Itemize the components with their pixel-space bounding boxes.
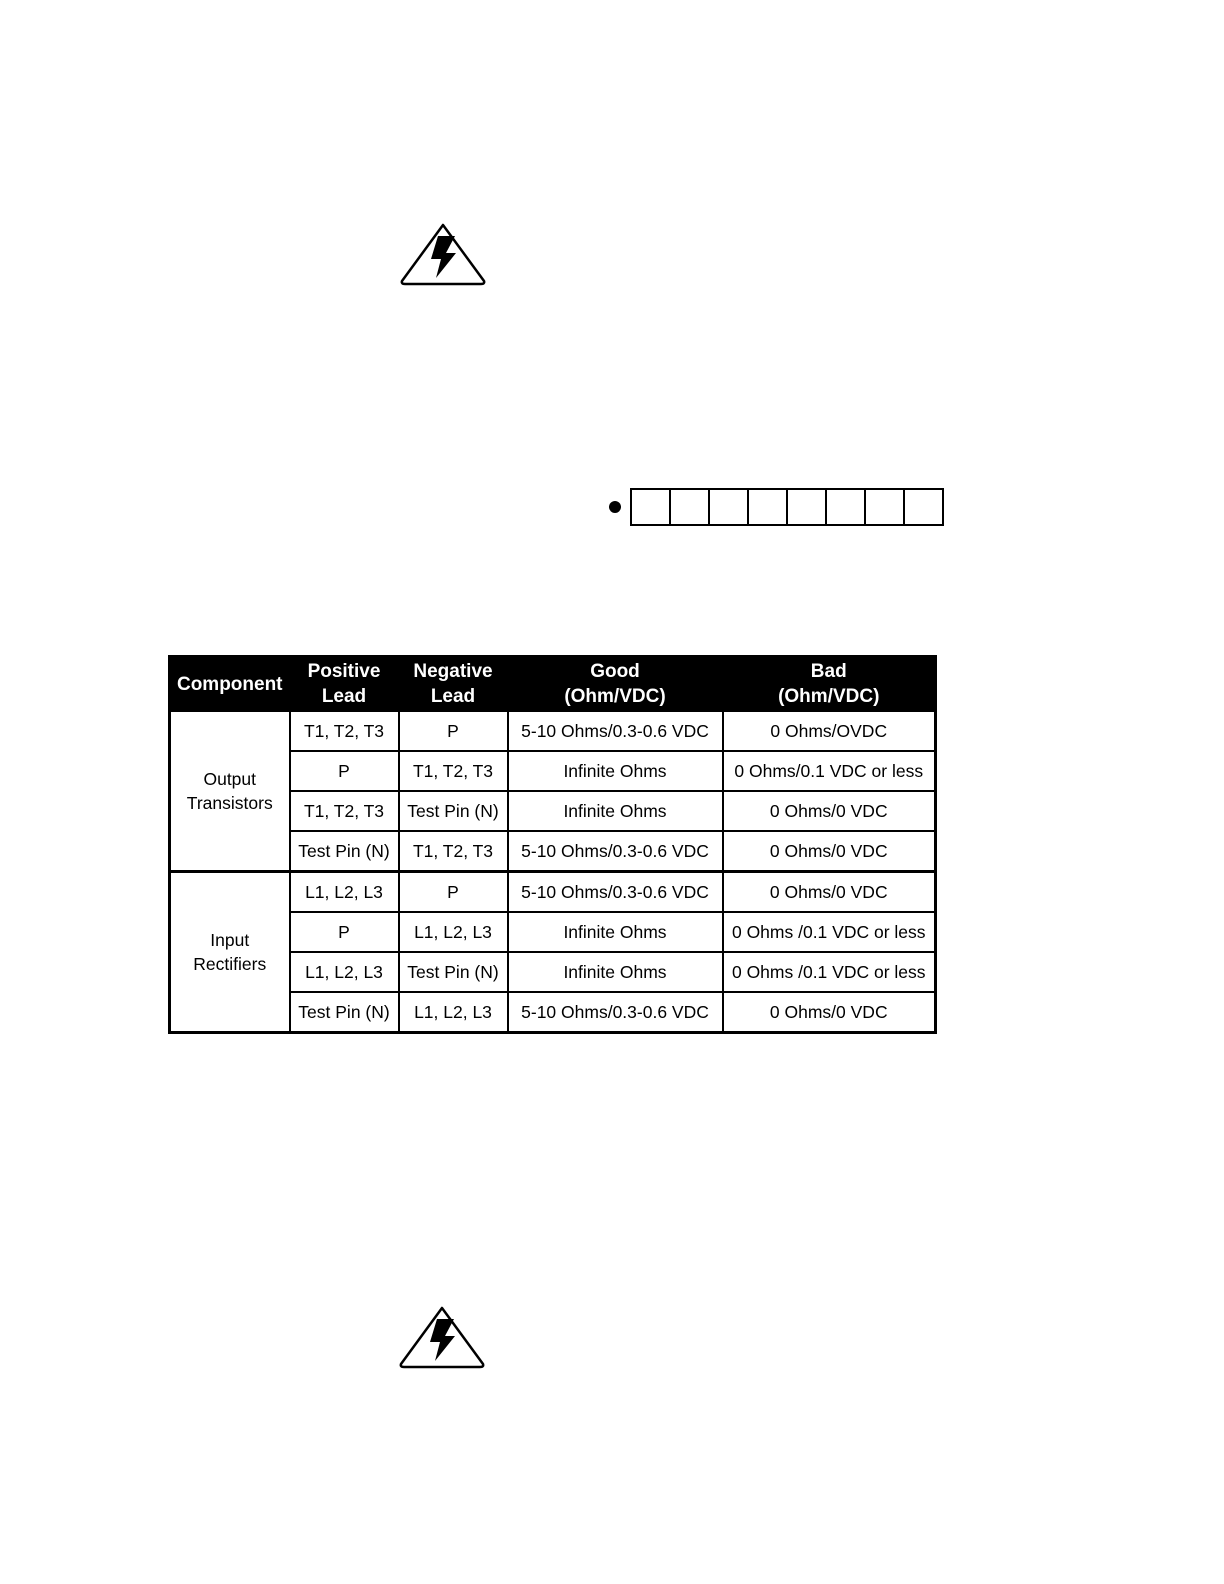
header-good: Good (Ohm/VDC) — [508, 657, 723, 712]
cell-positive: T1, T2, T3 — [290, 791, 399, 831]
cell-good: Infinite Ohms — [508, 912, 723, 952]
display-segment — [632, 490, 671, 524]
cell-positive: P — [290, 751, 399, 791]
cell-bad: 0 Ohms/0 VDC — [723, 791, 936, 831]
cell-positive: P — [290, 912, 399, 952]
cell-negative: P — [399, 872, 508, 913]
table-row — [170, 872, 936, 913]
cell-good: Infinite Ohms — [508, 952, 723, 992]
cell-good: Infinite Ohms — [508, 791, 723, 831]
cell-positive: Test Pin (N) — [290, 992, 399, 1033]
cell-negative: T1, T2, T3 — [399, 751, 508, 791]
cell-good: Infinite Ohms — [508, 751, 723, 791]
display-segment — [749, 490, 788, 524]
cell-good: 5-10 Ohms/0.3-0.6 VDC — [508, 992, 723, 1033]
cell-negative: Test Pin (N) — [399, 791, 508, 831]
cell-good: 5-10 Ohms/0.3-0.6 VDC — [508, 711, 723, 751]
table-header-row — [170, 657, 936, 712]
header-component: Component — [170, 657, 290, 712]
header-positive-lead: Positive Lead — [290, 657, 399, 712]
cell-positive: L1, L2, L3 — [290, 952, 399, 992]
cell-bad: 0 Ohms /0.1 VDC or less — [723, 952, 936, 992]
display-segment — [671, 490, 710, 524]
cell-negative: L1, L2, L3 — [399, 912, 508, 952]
cell-good: 5-10 Ohms/0.3-0.6 VDC — [508, 831, 723, 872]
cell-negative: L1, L2, L3 — [399, 992, 508, 1033]
display-segment — [788, 490, 827, 524]
display-segment — [710, 490, 749, 524]
cell-positive: L1, L2, L3 — [290, 872, 399, 913]
cell-negative: Test Pin (N) — [399, 952, 508, 992]
electrical-hazard-warning-icon — [400, 222, 486, 286]
display-segment — [866, 490, 905, 524]
cell-bad: 0 Ohms/0 VDC — [723, 992, 936, 1033]
cell-bad: 0 Ohms/0.1 VDC or less — [723, 751, 936, 791]
indicator-dot — [609, 501, 621, 513]
cell-bad: 0 Ohms/0 VDC — [723, 831, 936, 872]
header-bad: Bad (Ohm/VDC) — [723, 657, 936, 712]
cell-bad: 0 Ohms/0 VDC — [723, 872, 936, 913]
display-segments — [630, 488, 944, 526]
display-segment — [827, 490, 866, 524]
group-input-rectifiers: Input Rectifiers — [170, 872, 290, 1033]
electrical-hazard-warning-icon — [399, 1305, 485, 1369]
cell-negative: T1, T2, T3 — [399, 831, 508, 872]
keypad-display-graphic — [609, 487, 944, 527]
table-row — [170, 711, 936, 751]
cell-bad: 0 Ohms /0.1 VDC or less — [723, 912, 936, 952]
cell-good: 5-10 Ohms/0.3-0.6 VDC — [508, 872, 723, 913]
cell-bad: 0 Ohms/OVDC — [723, 711, 936, 751]
cell-positive: Test Pin (N) — [290, 831, 399, 872]
header-negative-lead: Negative Lead — [399, 657, 508, 712]
cell-positive: T1, T2, T3 — [290, 711, 399, 751]
display-segment — [905, 490, 942, 524]
diode-test-table — [168, 655, 937, 1034]
cell-negative: P — [399, 711, 508, 751]
group-output-transistors: Output Transistors — [170, 711, 290, 872]
